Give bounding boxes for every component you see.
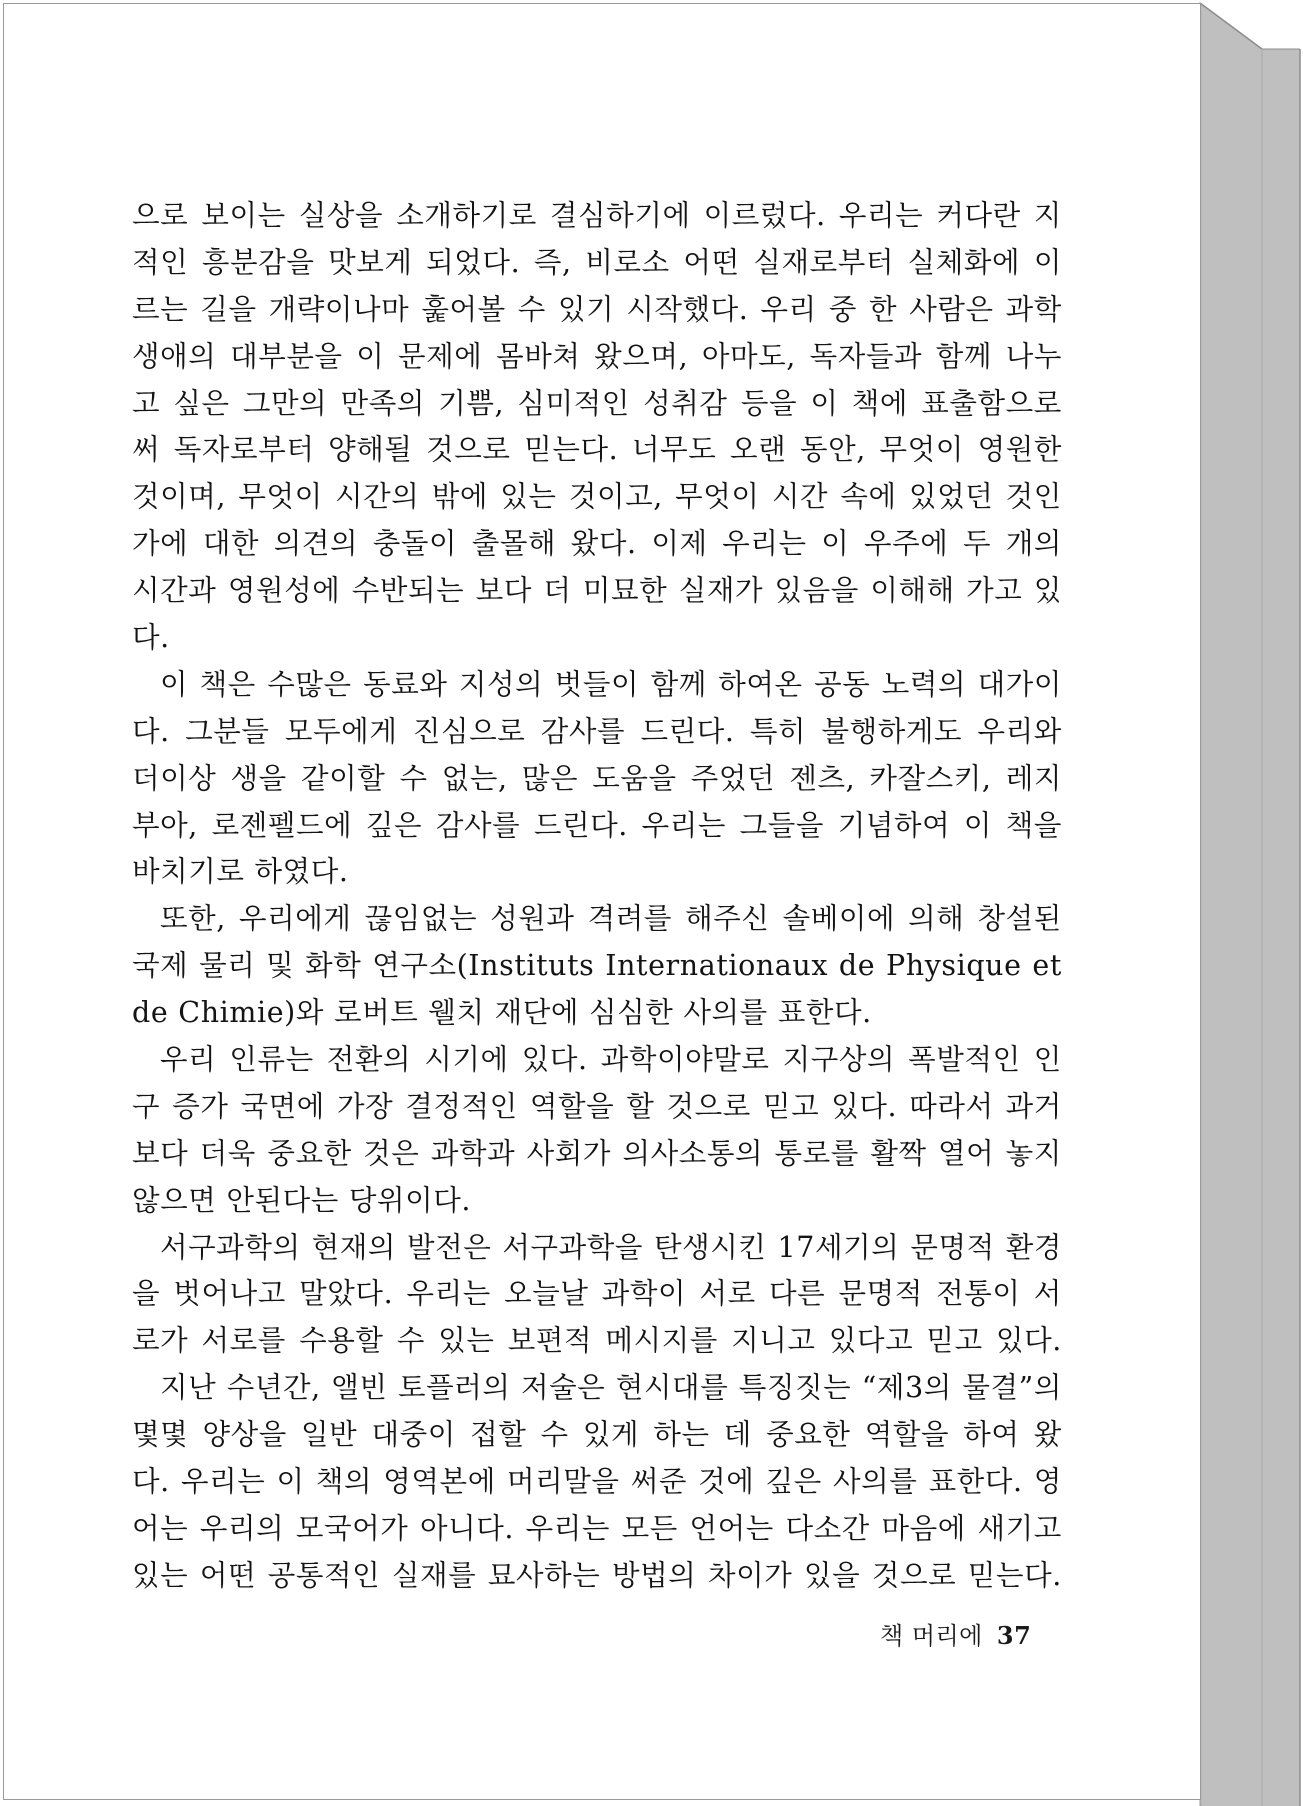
body-text	[132, 193, 1062, 1600]
text-line: 어는 우리의 모국어가 아니다. 우리는 모든 언어는 다소간 마음에 새기고	[132, 1511, 1062, 1545]
running-head: 책 머리에	[880, 1622, 983, 1650]
text-line: 국제 물리 및 화학 연구소(Instituts Internationaux de Physique et	[132, 949, 1062, 983]
text-line: 다. 그분들 모두에게 진심으로 감사를 드린다. 특히 불행하게도 우리와	[132, 714, 1062, 748]
text-line: 적인 흥분감을 맛보게 되었다. 즉, 비로소 어떤 실재로부터 실체화에 이	[132, 245, 1062, 279]
text-line: 바치기로 하였다.	[132, 855, 349, 889]
text-line: 시간과 영원성에 수반되는 보다 더 미묘한 실재가 있음을 이해해 가고 있	[132, 574, 1062, 608]
text-line: de Chimie)와 로버트 웰치 재단에 심심한 사의를 표한다.	[132, 996, 872, 1030]
text-line: 고 싶은 그만의 만족의 기쁨, 심미적인 성취감 등을 이 책에 표출함으로	[132, 386, 1062, 420]
page-footer	[880, 1616, 1031, 1651]
text-line: 것이며, 무엇이 시간의 밖에 있는 것이고, 무엇이 시간 속에 있었던 것인	[132, 480, 1062, 514]
text-line: 르는 길을 개략이나마 훑어볼 수 있기 시작했다. 우리 중 한 사람은 과학	[132, 292, 1062, 326]
text-line: 다. 우리는 이 책의 영역본에 머리말을 써준 것에 깊은 사의를 표한다. 영	[132, 1465, 1062, 1499]
text-line: 로가 서로를 수용할 수 있는 보편적 메시지를 지니고 있다고 믿고 있다.	[132, 1324, 1062, 1358]
text-line: 또한, 우리에게 끊임없는 성원과 격려를 해주신 솔베이에 의해 창설된	[160, 902, 1062, 936]
text-line: 우리 인류는 전환의 시기에 있다. 과학이야말로 지구상의 폭발적인 인	[160, 1043, 1062, 1077]
text-line: 으로 보이는 실상을 소개하기로 결심하기에 이르렀다. 우리는 커다란 지	[132, 199, 1062, 232]
text-line: 않으면 안된다는 당위이다.	[132, 1183, 472, 1217]
text-line: 서구과학의 현재의 발전은 서구과학을 탄생시킨 17세기의 문명적 환경	[160, 1230, 1062, 1264]
text-line: 써 독자로부터 양해될 것으로 믿는다. 너무도 오랜 동안, 무엇이 영원한	[132, 433, 1062, 467]
text-line: 구 증가 국면에 가장 결정적인 역할을 할 것으로 믿고 있다. 따라서 과거	[132, 1089, 1062, 1123]
text-line: 가에 대한 의견의 충돌이 출몰해 왔다. 이제 우리는 이 우주에 두 개의	[132, 527, 1062, 561]
text-line: 을 벗어나고 말았다. 우리는 오늘날 과학이 서로 다른 문명적 전통이 서	[132, 1277, 1062, 1311]
text-line: 이 책은 수많은 동료와 지성의 벗들이 함께 하여온 공동 노력의 대가이	[160, 667, 1062, 701]
text-line: 지난 수년간, 앨빈 토플러의 저술은 현시대를 특징짓는 “제3의 물결”의	[160, 1371, 1062, 1405]
text-line: 더이상 생을 같이할 수 없는, 많은 도움을 주었던 젠츠, 카잘스키, 레지	[132, 761, 1062, 795]
text-line: 보다 더욱 중요한 것은 과학과 사회가 의사소통의 통로를 활짝 열어 놓지	[132, 1136, 1062, 1170]
text-line: 부아, 로젠펠드에 깊은 감사를 드린다. 우리는 그들을 기념하여 이 책을	[132, 808, 1062, 842]
book-spine-side	[1202, 4, 1300, 1806]
text-line: 생애의 대부분을 이 문제에 몸바쳐 왔으며, 아마도, 독자들과 함께 나누	[132, 339, 1062, 373]
text-line: 몇몇 양상을 일반 대중이 접할 수 있게 하는 데 중요한 역할을 하여 왔	[132, 1418, 1062, 1452]
text-line: 다.	[132, 621, 170, 655]
page-number: 37	[996, 1621, 1032, 1650]
text-line: 있는 어떤 공통적인 실재를 묘사하는 방법의 차이가 있을 것으로 믿는다.	[132, 1558, 1062, 1592]
